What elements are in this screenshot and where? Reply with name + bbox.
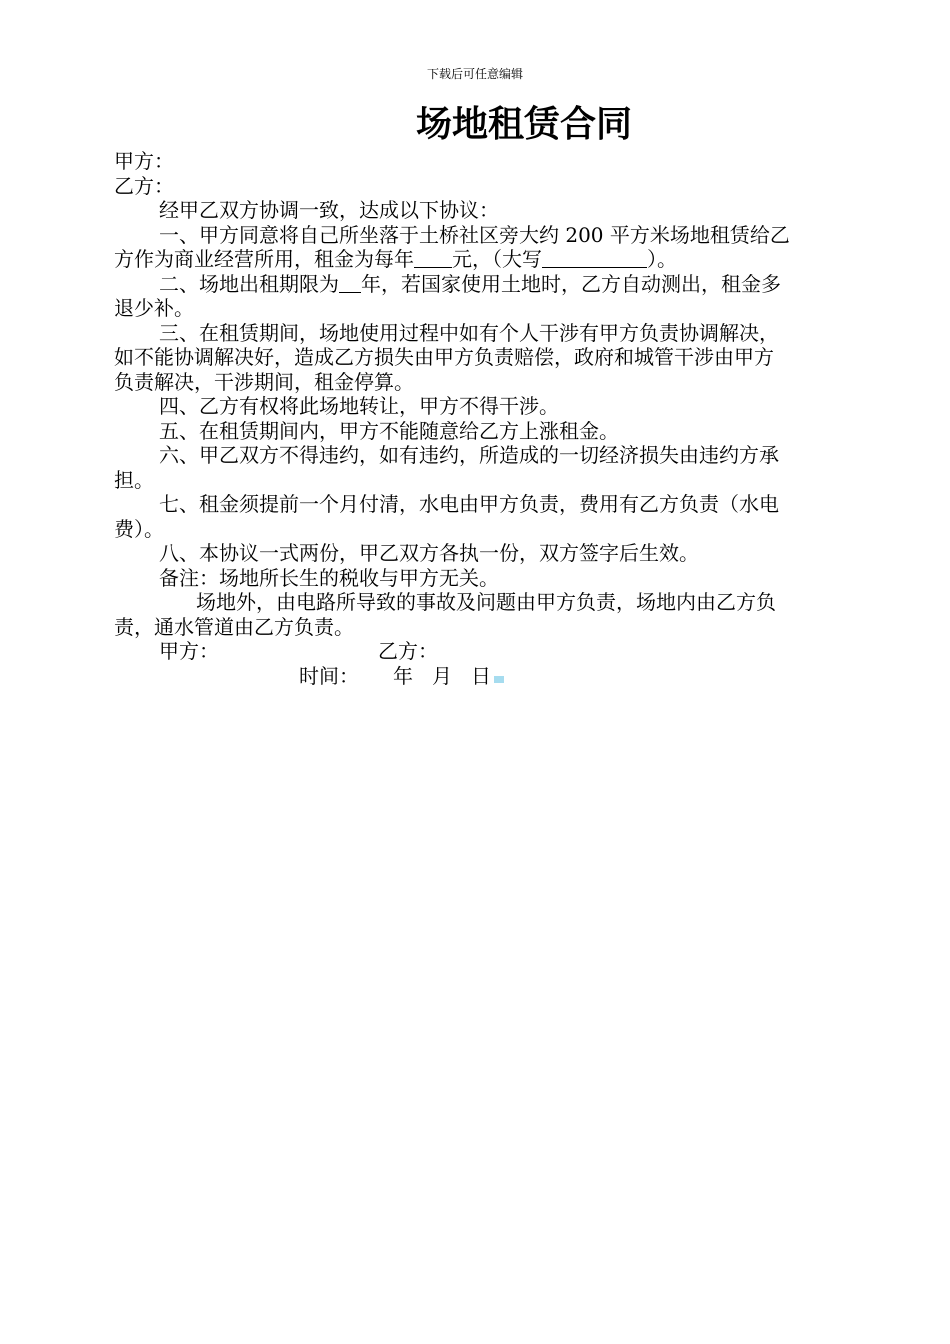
clause-1-text-a: 方作为商业经营所用，租金为每年: [114, 247, 414, 271]
clause-1-line-1: 一、甲方同意将自己所坐落于土桥社区旁大约 200 平方米场地租赁给乙: [159, 222, 790, 247]
clause-2-line-1: [114, 272, 859, 297]
intro-line: 经甲乙双方协调一致，达成以下协议：: [159, 198, 499, 222]
clause-1-line-2: [114, 247, 859, 272]
rent-amount-words-blank[interactable]: [542, 247, 647, 268]
clause-3-line-2: 如不能协调解决好，造成乙方损失由甲方负责赔偿，政府和城管干涉由甲方: [114, 345, 774, 369]
clause-3-line-1: 三、在租赁期间，场地使用过程中如有个人干涉有甲方负责协调解决，: [159, 320, 779, 345]
party-a-line: 甲方：: [114, 149, 174, 173]
date-row: [114, 664, 859, 689]
remark: 备注：场地所长生的税收与甲方无关。: [159, 565, 499, 590]
date-label: 时间：: [299, 663, 359, 688]
clause-3-line-3: 负责解决，干涉期间，租金停算。: [114, 369, 414, 394]
party-b-line: 乙方：: [114, 173, 174, 198]
clause-7-line-1: 七、租金须提前一个月付清，水电由甲方负责，费用有乙方负责（水电: [159, 492, 779, 516]
signature-party-a: 甲方：: [159, 639, 219, 663]
contract-body: [114, 149, 859, 688]
date-year: 年: [393, 663, 413, 688]
clause-2-line-2: 退少补。: [114, 296, 194, 320]
clause-6-line-1: 六、甲乙双方不得违约，如有违约，所造成的一切经济损失由违约方承: [159, 443, 779, 467]
remark-cont-line-2: 责，通水管道由乙方负责。: [114, 614, 354, 639]
clause-2-text-b: 年，若国家使用土地时，乙方自动测出，租金多: [361, 271, 781, 296]
rent-amount-blank[interactable]: [414, 247, 452, 268]
clause-6-line-2: 担。: [114, 467, 154, 492]
clause-1-text-c: ）。: [647, 247, 677, 271]
clause-7-line-2: 费）。: [114, 516, 164, 541]
clause-5: 五、在租赁期间内，甲方不能随意给乙方上涨租金。: [159, 418, 619, 443]
document-title: 场地租赁合同: [415, 103, 632, 145]
signature-row: [114, 639, 859, 664]
clause-8: 八、本协议一式两份，甲乙双方各执一份，双方签字后生效。: [159, 541, 699, 565]
remark-cont-line-1: 场地外，由电路所导致的事故及问题由甲方负责，场地内由乙方负: [196, 590, 776, 614]
clause-4: 四、乙方有权将此场地转让，甲方不得干涉。: [159, 394, 559, 418]
text-cursor-marker: [494, 676, 504, 683]
lease-term-blank[interactable]: [339, 272, 361, 293]
header-note: 下载后可任意编辑: [426, 67, 523, 81]
clause-1-text-b: 元，（大写: [452, 247, 542, 271]
date-day: 日: [471, 663, 491, 688]
signature-party-b: 乙方：: [378, 639, 438, 663]
clause-2-text-a: 二、场地出租期限为: [159, 271, 339, 296]
date-month: 月: [432, 663, 452, 688]
